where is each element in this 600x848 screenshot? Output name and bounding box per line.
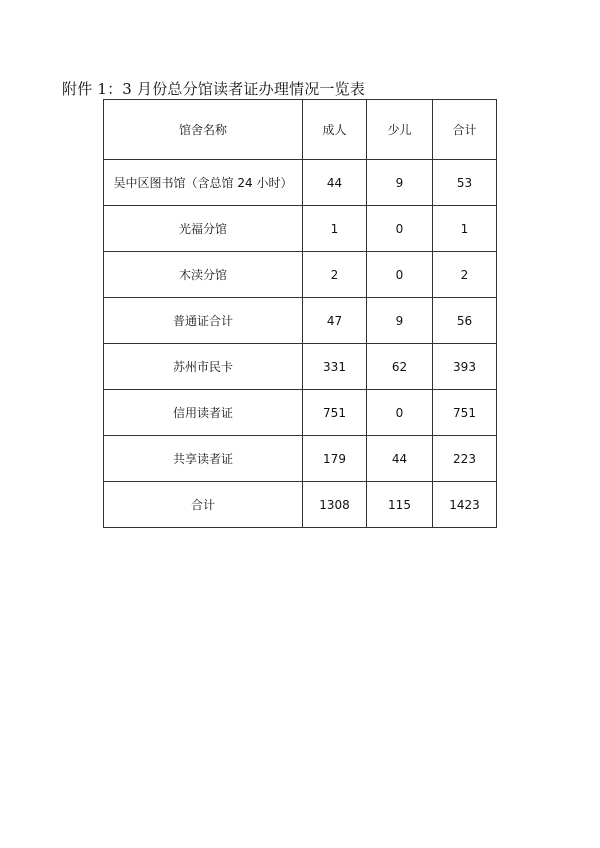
table-row <box>104 344 497 390</box>
cell-total: 751 <box>433 390 497 436</box>
cell-library-name: 合计 <box>104 482 303 528</box>
document-title: 附件 1：3 月份总分馆读者证办理情况一览表 <box>62 80 366 98</box>
cell-children: 9 <box>367 160 433 206</box>
table-row <box>104 206 497 252</box>
cell-adult: 1308 <box>303 482 367 528</box>
cell-library-name: 信用读者证 <box>104 390 303 436</box>
table-row <box>104 160 497 206</box>
cell-total: 53 <box>433 160 497 206</box>
table-row <box>104 298 497 344</box>
header-library-name: 馆舍名称 <box>104 100 303 160</box>
cell-adult: 331 <box>303 344 367 390</box>
header-adult: 成人 <box>303 100 367 160</box>
cell-library-name: 普通证合计 <box>104 298 303 344</box>
cell-total: 1 <box>433 206 497 252</box>
cell-adult: 2 <box>303 252 367 298</box>
table-row <box>104 252 497 298</box>
cell-library-name: 木渎分馆 <box>104 252 303 298</box>
cell-adult: 44 <box>303 160 367 206</box>
cell-children: 44 <box>367 436 433 482</box>
cell-total: 223 <box>433 436 497 482</box>
cell-adult: 751 <box>303 390 367 436</box>
cell-total: 56 <box>433 298 497 344</box>
cell-library-name: 吴中区图书馆（含总馆 24 小时） <box>104 160 303 206</box>
table-row-grand-total <box>104 482 497 528</box>
cell-total: 393 <box>433 344 497 390</box>
table-row <box>104 390 497 436</box>
table-header-row <box>104 100 497 160</box>
reader-card-statistics-table <box>103 99 497 528</box>
cell-adult: 1 <box>303 206 367 252</box>
cell-children: 0 <box>367 206 433 252</box>
cell-adult: 47 <box>303 298 367 344</box>
header-children: 少儿 <box>367 100 433 160</box>
cell-total: 2 <box>433 252 497 298</box>
cell-total: 1423 <box>433 482 497 528</box>
cell-children: 0 <box>367 252 433 298</box>
cell-adult: 179 <box>303 436 367 482</box>
cell-children: 9 <box>367 298 433 344</box>
cell-children: 0 <box>367 390 433 436</box>
table-row <box>104 436 497 482</box>
cell-library-name: 共享读者证 <box>104 436 303 482</box>
cell-children: 62 <box>367 344 433 390</box>
header-total: 合计 <box>433 100 497 160</box>
cell-children: 115 <box>367 482 433 528</box>
cell-library-name: 苏州市民卡 <box>104 344 303 390</box>
cell-library-name: 光福分馆 <box>104 206 303 252</box>
